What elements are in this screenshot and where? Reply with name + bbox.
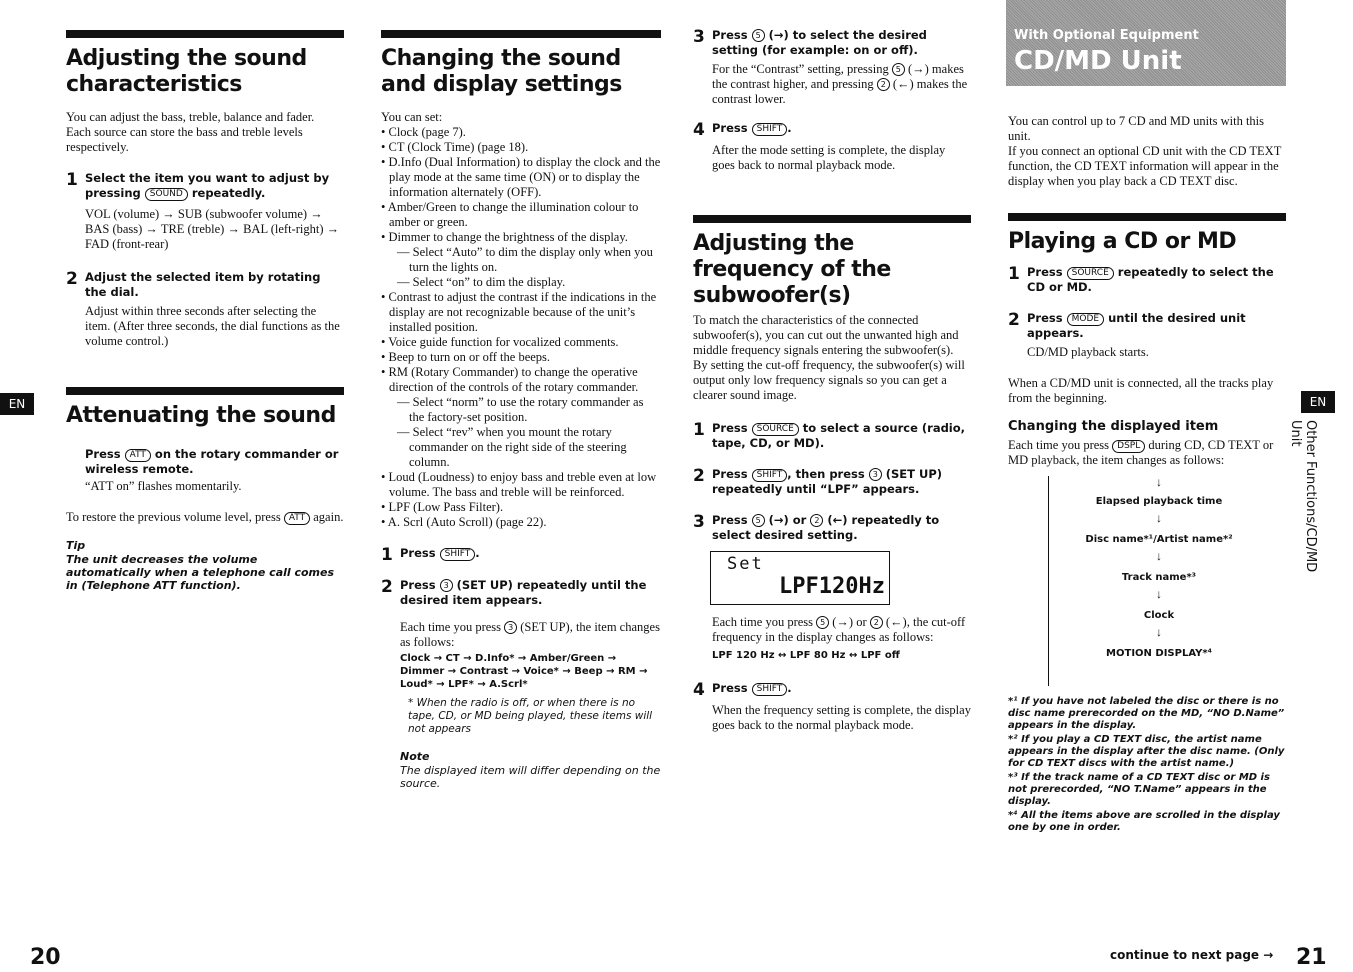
step-text-b: until the desired unit appears. — [1027, 311, 1246, 340]
arrow-down-icon: ↓ — [1156, 625, 1162, 639]
language-tab-right: EN — [1301, 391, 1335, 413]
number-5-button: 5 — [752, 29, 765, 42]
step — [1008, 311, 1286, 341]
step-text — [400, 578, 661, 608]
footnote: *¹ If you have not labeled the disc or there is no disc name prerecorded on the MD, “NO D.Name” appears in the display. — [1008, 696, 1285, 731]
subsection-title: Changing the displayed item — [1008, 419, 1219, 434]
step-text — [1027, 265, 1286, 295]
step — [693, 681, 971, 699]
number-2-button: 2 — [870, 616, 883, 629]
paragraph-a: Each time you press — [1008, 438, 1110, 452]
side-section-label: Other Functions/CD/MD Unit — [1288, 420, 1318, 573]
step-number: 1 — [693, 420, 705, 440]
step-text-c: (SET UP) repeatedly until “LPF” appears. — [712, 467, 943, 496]
step — [693, 28, 971, 58]
paragraph: You can set: — [381, 110, 443, 124]
list-subitem: — Select “rev” when you mount the rotary commander on the right side of the steering column. — [397, 425, 627, 469]
column-4 — [1008, 114, 1286, 834]
step-text — [712, 421, 971, 451]
list-item: • D.Info (Dual Information) to display the clock and the play mode at the same time (ON) or to display the information alternately (OFF). — [381, 155, 661, 199]
step-text — [712, 681, 792, 699]
footnote: *² If you play a CD TEXT disc, the artist name appears in the display after the disc name. (Only for CD TEXT discs with the artist name.) — [1008, 734, 1285, 769]
lcd-line-2: LPF120Hz — [779, 574, 885, 599]
step-text-a: Press — [85, 447, 121, 461]
list-item: • Clock (page 7). — [381, 125, 466, 139]
list-item: • RM (Rotary Commander) to change the operative direction of the controls of the rotary commander. — [381, 365, 639, 394]
restore-text-a: To restore the previous volume level, press — [66, 510, 281, 524]
number-5-button: 5 — [816, 616, 829, 629]
step-text-b: . — [787, 681, 792, 695]
step — [693, 513, 971, 543]
list-subitem: — Select “norm” to use the rotary commander as the factory-set position. — [397, 395, 644, 424]
step-body: VOL (volume) → SUB (subwoofer volume) → BAS (bass) → TRE (treble) → BAL (left-right) → FAD (front-rear) — [85, 207, 340, 251]
step-text-b: . — [475, 546, 480, 560]
footnote: *⁴ All the items above are scrolled in the display one by one in order. — [1008, 810, 1280, 833]
step-text-b: , then press — [787, 467, 865, 481]
step-text — [712, 121, 792, 139]
language-tab-left: EN — [0, 393, 34, 415]
arrow-down-icon: ↓ — [1156, 475, 1162, 489]
note-text: The displayed item will differ depending on the source. — [400, 764, 661, 790]
list-item: • Loud (Loudness) to enjoy bass and treble even at low volume. The bass and treble will be reinforced. — [381, 470, 657, 499]
arrow-down-icon: ↓ — [1156, 549, 1162, 563]
number-3-button: 3 — [504, 621, 517, 634]
step-number: 2 — [1008, 310, 1020, 330]
mode-button: MODE — [1067, 313, 1104, 326]
step-number: 3 — [693, 512, 705, 532]
paragraph — [66, 510, 344, 525]
step-body-c: (←) makes the contrast lower. — [712, 77, 968, 106]
step-body-c: (←), the cut-off frequency in the display changes as follows: — [712, 615, 966, 644]
step-body-b: (→) makes the contrast higher, and pressing — [712, 62, 964, 91]
list-item: • CT (Clock Time) (page 18). — [381, 140, 529, 154]
step-text — [1027, 311, 1286, 341]
step — [1008, 265, 1286, 295]
number-5-button: 5 — [892, 63, 905, 76]
cycle-item: Track name*³ — [1121, 572, 1197, 583]
step-number: 2 — [693, 466, 705, 486]
number-5-button: 5 — [752, 514, 765, 527]
column-3 — [693, 28, 971, 741]
step — [381, 578, 661, 608]
paragraph-b: during CD, CD TEXT or MD playback, the item changes as follows: — [1008, 438, 1274, 467]
lcd-display — [710, 551, 890, 605]
list-item: • Amber/Green to change the illumination colour to amber or green. — [381, 200, 639, 229]
step-number: 1 — [66, 170, 78, 190]
lpf-sequence: LPF 120 Hz ↔ LPF 80 Hz ↔ LPF off — [712, 650, 900, 661]
step-text-b: (SET UP) repeatedly until the desired item appears. — [400, 578, 647, 607]
step-body — [400, 620, 661, 650]
list-item: • Contrast to adjust the contrast if the indications in the display are not recognizable because of the unit’s installed position. — [381, 290, 657, 334]
step-text-b: repeatedly to select the CD or MD. — [1027, 265, 1274, 294]
column-1 — [66, 30, 344, 592]
arrow-down-icon: ↓ — [1156, 511, 1162, 525]
section-title-playing: Playing a CD or MD — [1008, 229, 1237, 254]
step-body — [712, 62, 971, 107]
step-body: CD/MD playback starts. — [1027, 345, 1149, 359]
section-title-changing-settings: Changing the sound and display settings — [381, 46, 622, 97]
list-item: • Voice guide function for vocalized comments. — [381, 335, 619, 349]
step-number: 1 — [1008, 264, 1020, 284]
step-text-a: Press — [712, 421, 748, 435]
step-body: After the mode setting is complete, the display goes back to normal playback mode. — [712, 143, 946, 172]
number-3-button: 3 — [869, 468, 882, 481]
sound-button: SOUND — [145, 188, 188, 201]
step — [693, 467, 971, 497]
shift-button: SHIFT — [752, 469, 788, 482]
note-label: Note — [400, 750, 430, 763]
list-item: • Dimmer to change the brightness of the display. — [381, 230, 628, 244]
lcd-line-1: Set — [727, 554, 764, 574]
section-title-adjusting-sound: Adjusting the sound characteristics — [66, 46, 307, 97]
source-button: SOURCE — [1067, 267, 1114, 280]
footnote: * When the radio is off, or when there is no tape, CD, or MD being played, these items will not appears — [408, 697, 653, 735]
step-text-b: (→) or — [768, 513, 807, 527]
restore-text-b: again. — [313, 510, 344, 524]
section-rule — [693, 215, 971, 223]
step-number: 4 — [693, 680, 705, 700]
list-item: • A. Scrl (Auto Scroll) (page 22). — [381, 515, 547, 529]
footnote: *³ If the track name of a CD TEXT disc or MD is not prerecorded, “NO T.Name” appears in the display. — [1008, 772, 1270, 807]
step-text — [712, 513, 971, 543]
step-body-b: (→) or — [832, 615, 867, 629]
cycle-item: Clock — [1143, 610, 1175, 621]
header-title: CD/MD Unit — [1014, 46, 1182, 76]
paragraph: When a CD/MD unit is connected, all the tracks play from the beginning. — [1008, 376, 1274, 405]
paragraph — [1008, 438, 1286, 468]
step-text-a: Press — [712, 513, 748, 527]
step-text-b: repeatedly. — [191, 186, 266, 200]
step-text-a: Press — [712, 681, 748, 695]
step-text: Adjust the selected item by rotating the dial. — [85, 270, 321, 299]
section-rule — [66, 30, 344, 38]
step-body-b: (SET UP), the item changes as follows: — [400, 620, 660, 649]
step-text-b: . — [787, 121, 792, 135]
step-text — [85, 171, 344, 201]
step-number: 1 — [381, 545, 393, 565]
header-subtitle: With Optional Equipment — [1014, 28, 1199, 43]
step-body: Adjust within three seconds after selecting the item. (After three seconds, the dial functions as the volume control.) — [85, 304, 340, 348]
source-button: SOURCE — [752, 423, 799, 436]
step-body-a: Each time you press — [400, 620, 502, 634]
list-item: • Beep to turn on or off the beeps. — [381, 350, 551, 364]
step-text-a: Press — [712, 467, 748, 481]
step-body-a: Each time you press — [712, 615, 814, 629]
step — [693, 121, 971, 139]
shift-button: SHIFT — [752, 683, 788, 696]
step-number: 2 — [66, 269, 78, 289]
step-text-b: on the rotary commander or wireless remote. — [85, 447, 339, 476]
list-subitem: — Select “on” to dim the display. — [397, 275, 566, 289]
footnotes — [1008, 696, 1286, 834]
arrow-down-icon: ↓ — [1156, 587, 1162, 601]
step — [693, 421, 971, 451]
step-text — [712, 28, 971, 58]
cycle-item: Elapsed playback time — [1095, 496, 1223, 507]
step — [381, 546, 661, 564]
paragraph: You can control up to 7 CD and MD units with this unit. — [1008, 114, 1265, 143]
step-text-c: (←) repeatedly to select desired setting. — [712, 513, 940, 542]
step-text-a: Press — [712, 121, 748, 135]
step-text-a: Press — [400, 546, 436, 560]
step-body-a: For the “Contrast” setting, pressing — [712, 62, 889, 76]
display-item-cycle — [1048, 476, 1249, 686]
cycle-item: Disc name*¹/Artist name*² — [1085, 534, 1233, 545]
att-button: ATT — [284, 512, 310, 525]
paragraph: If you connect an optional CD unit with the CD TEXT function, the CD TEXT information will appear in the display when you play back a CD TEXT disc. — [1008, 144, 1282, 188]
step-number: 2 — [381, 577, 393, 597]
step-text-a: Press — [1027, 311, 1063, 325]
step-text-a: Press — [1027, 265, 1063, 279]
cycle-item: MOTION DISPLAY*⁴ — [1106, 648, 1212, 659]
section-rule — [1008, 213, 1286, 221]
att-button: ATT — [125, 449, 151, 462]
step — [66, 270, 344, 300]
paragraph: To match the characteristics of the connected subwoofer(s), you can cut out the unwanted high and middle frequency signals entering the subwoofer(s). By setting the cut-off frequency, the subwoofer(s) will output only low frequency signals so you can get a clearer sound image. — [693, 313, 965, 402]
step-text-b: to select a source (radio, tape, CD, or MD). — [712, 421, 966, 450]
step-text-a: Press — [712, 28, 748, 42]
shift-button: SHIFT — [440, 548, 476, 561]
step-text — [712, 467, 971, 497]
paragraph: Each source can store the bass and treble levels respectively. — [66, 125, 303, 154]
step-body — [712, 615, 971, 645]
settings-list — [381, 125, 661, 530]
dspl-button: DSPL — [1112, 440, 1145, 453]
paragraph: You can adjust the bass, treble, balance and fader. — [66, 110, 315, 124]
step-body: “ATT on” flashes momentarily. — [85, 479, 242, 493]
tip-text: The unit decreases the volume automatically when a telephone call comes in (Telephone ATT function). — [66, 553, 335, 592]
item-sequence: Clock → CT → D.Info* → Amber/Green → Dimmer → Contrast → Voice* → Beep → RM → Loud* → LPF* → A.Scrl* — [400, 653, 648, 690]
step-text — [400, 546, 480, 564]
step-number: 4 — [693, 120, 705, 140]
section-title-attenuating: Attenuating the sound — [66, 403, 336, 428]
section-rule — [381, 30, 661, 38]
continue-next-page: continue to next page → — [1110, 948, 1274, 962]
step-text-a: Press — [400, 578, 436, 592]
shift-button: SHIFT — [752, 123, 788, 136]
number-2-button: 2 — [810, 514, 823, 527]
step — [66, 171, 344, 201]
number-3-button: 3 — [440, 579, 453, 592]
section-title-subwoofer: Adjusting the frequency of the subwoofer(s) — [693, 231, 891, 308]
step-body: When the frequency setting is complete, the display goes back to the normal playback mode. — [712, 703, 971, 732]
step-text — [85, 447, 344, 477]
section-rule — [66, 387, 344, 395]
step-text-b: (→) to select the desired setting (for example: on or off). — [712, 28, 927, 57]
number-2-button: 2 — [877, 78, 890, 91]
optional-equipment-header — [1006, 0, 1286, 86]
list-item: • LPF (Low Pass Filter). — [381, 500, 504, 514]
column-2 — [381, 30, 661, 790]
page-number-right: 21 — [1296, 945, 1327, 970]
tip-label: Tip — [66, 539, 86, 552]
step-number: 3 — [693, 27, 705, 47]
step-text-a: Select the item you want to adjust by pressing — [85, 171, 330, 200]
page-number-left: 20 — [30, 945, 61, 970]
list-subitem: — Select “Auto” to dim the display only when you turn the lights on. — [397, 245, 653, 274]
